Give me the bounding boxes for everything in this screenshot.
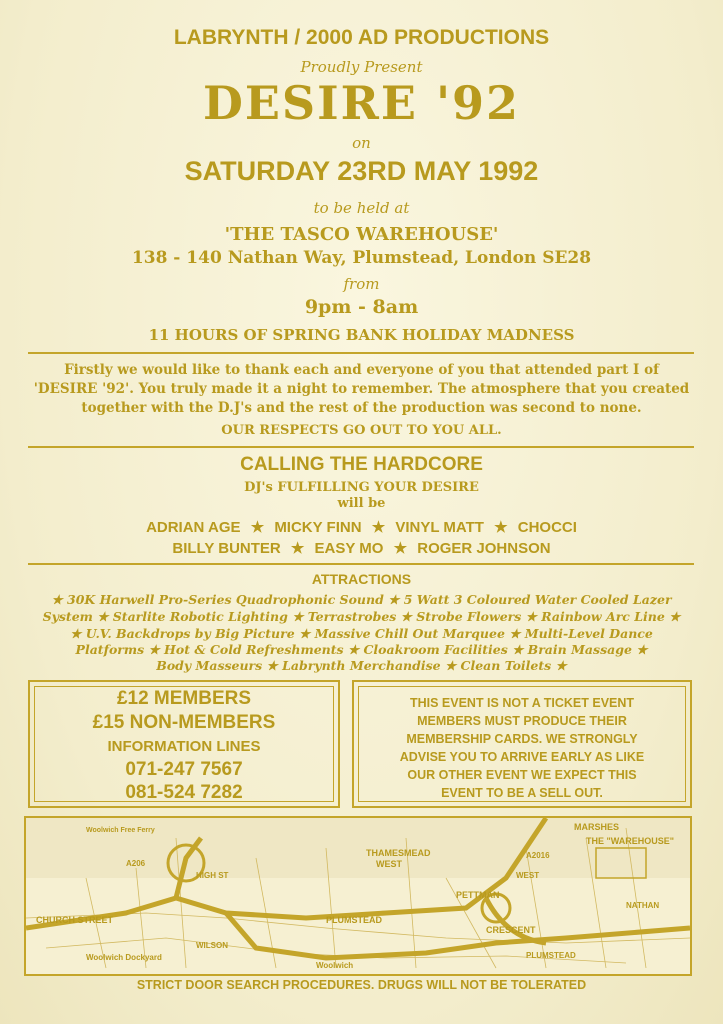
map-label-thamesmead: THAMESMEAD	[366, 848, 431, 858]
star-icon: ★	[371, 519, 386, 536]
venue-address: 138 - 140 Nathan Way, Plumstead, London SE28	[131, 248, 592, 268]
notice-line: MEMBERSHIP CARDS. WE STRONGLY	[406, 732, 638, 746]
price-box	[28, 680, 340, 808]
on-text: on	[352, 134, 371, 152]
dj-name: VINYL MATT	[395, 519, 484, 536]
map-label-pettman: PETTMAN	[456, 890, 500, 900]
star-icon: ★	[494, 519, 508, 536]
event-tagline: 11 HOURS OF SPRING BANK HOLIDAY MADNESS	[148, 326, 575, 344]
djs-heading: CALLING THE HARDCORE	[240, 454, 483, 475]
notice-line: OUR OTHER EVENT WE EXPECT THIS	[407, 768, 637, 782]
star-icon: ★	[393, 540, 408, 557]
notice-line: EVENT TO BE A SELL OUT.	[441, 786, 603, 800]
attractions-line-3: ★ U.V. Backdrops by Big Picture ★ Massive Chill Out Marquee ★ Multi-Level Dance	[70, 626, 653, 641]
map-label-plumstead-road: PLUMSTEAD	[526, 951, 576, 960]
attractions-line-5: Body Masseurs ★ Labrynth Merchandise ★ Clean Toilets ★	[156, 658, 567, 673]
map-label-a206: A206	[126, 859, 146, 868]
map-graphic	[26, 818, 690, 974]
thanks-line-2: 'DESIRE '92'. You truly made it a night to remember. The atmosphere that you created	[33, 381, 690, 397]
event-time: 9pm - 8am	[304, 296, 419, 318]
map-label-church-street: CHURCH STREET	[36, 915, 114, 925]
phone-number-2: 081-524 7282	[125, 782, 243, 803]
attractions-line-1: ★ 30K Harwell Pro-Series Quadrophonic Sound ★ 5 Watt 3 Coloured Water Cooled Lazer	[51, 592, 672, 607]
map-label-a2016: A2016	[526, 851, 550, 860]
dj-name: EASY MO	[314, 540, 384, 557]
map-label-nathan: NATHAN	[626, 901, 660, 910]
notice-text	[354, 694, 690, 802]
divider-1	[28, 352, 694, 354]
map-label-woolwich: Woolwich	[316, 961, 354, 970]
map-label-crescent: CRESCENT	[486, 925, 536, 935]
dj-name: ADRIAN AGE	[146, 519, 241, 536]
attractions-heading: ATTRACTIONS	[311, 571, 412, 587]
event-date: SATURDAY 23RD MAY 1992	[184, 156, 539, 186]
attractions-line-4: Platforms ★ Hot & Cold Refreshments ★ Cloakroom Facilities ★ Brain Massage ★	[75, 642, 648, 657]
map-label-high-st: HIGH ST	[196, 871, 229, 880]
map-label-plumstead: PLUMSTEAD	[326, 915, 382, 925]
notice-box	[352, 680, 692, 808]
non-members-price: £15 NON-MEMBERS	[92, 712, 276, 733]
footer-warning: STRICT DOOR SEARCH PROCEDURES. DRUGS WILL NOT BE TOLERATED	[136, 978, 587, 992]
map-label-west: WEST	[376, 859, 402, 869]
thanks-line-1: Firstly we would like to thank each and everyone of you that attended part I of	[64, 362, 659, 378]
star-icon: ★	[290, 540, 305, 557]
dj-name: MICKY FINN	[274, 519, 362, 536]
map-label-warehouse: THE "WAREHOUSE"	[586, 836, 675, 846]
thanks-line-3: together with the D.J's and the rest of the production was second to none.	[81, 400, 642, 416]
dj-name: BILLY BUNTER	[172, 540, 281, 557]
notice-line: ADVISE YOU TO ARRIVE EARLY AS LIKE	[399, 750, 645, 764]
notice-line: MEMBERS MUST PRODUCE THEIR	[417, 714, 627, 728]
map-label-dockyard: Woolwich Dockyard	[86, 953, 162, 962]
will-be-text: will be	[337, 496, 386, 511]
dj-name: ROGER JOHNSON	[417, 540, 551, 557]
event-title: DESIRE '92	[202, 76, 521, 130]
djs-subheading: DJ's FULFILLING YOUR DESIRE	[244, 480, 479, 495]
divider-2	[28, 446, 694, 448]
proudly-present-text: Proudly Present	[300, 58, 423, 76]
location-map	[24, 816, 692, 976]
map-label-west-road: WEST	[516, 871, 540, 880]
presenters-heading: LABRYNTH / 2000 AD PRODUCTIONS	[173, 26, 550, 49]
divider-3	[28, 563, 694, 565]
dj-row-2	[0, 539, 723, 557]
dj-row-1	[0, 518, 723, 536]
star-icon: ★	[250, 519, 265, 536]
held-at-text: to be held at	[313, 199, 410, 217]
attractions-line-2: System ★ Starlite Robotic Lighting ★ Terrastrobes ★ Strobe Flowers ★ Rainbow Arc Line ★	[42, 609, 681, 624]
from-text: from	[343, 275, 380, 293]
venue-name: 'THE TASCO WAREHOUSE'	[224, 224, 499, 245]
members-price: £12 MEMBERS	[116, 688, 252, 709]
info-lines-label: INFORMATION LINES	[107, 738, 261, 755]
respects-text: OUR RESPECTS GO OUT TO YOU ALL.	[221, 423, 502, 438]
map-label-marshes: MARSHES	[574, 822, 620, 832]
map-label-ferry: Woolwich Free Ferry	[86, 827, 155, 834]
notice-line: THIS EVENT IS NOT A TICKET EVENT	[409, 696, 635, 710]
map-label-wilson: WILSON	[196, 941, 228, 950]
dj-name: CHOCCI	[517, 519, 577, 536]
phone-number-1: 071-247 7567	[125, 759, 243, 780]
